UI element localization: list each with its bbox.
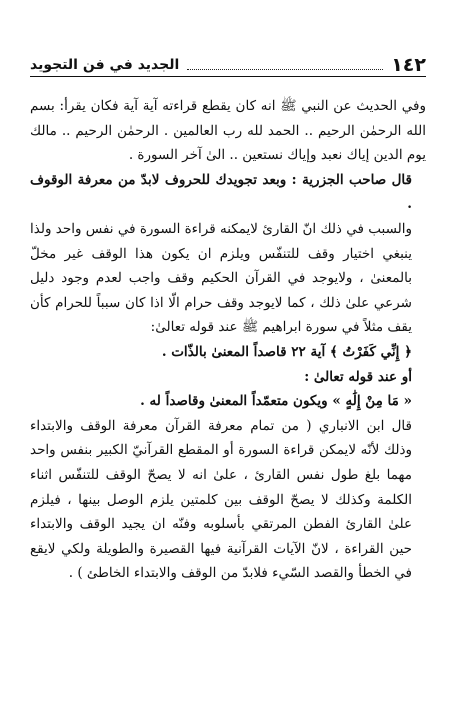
page-header — [30, 50, 426, 77]
quran-verse-2: « مَا مِنْ إِلَٰهٍ » ويكون متعمّداً المعنىٰ وقاصداً له . — [140, 393, 412, 410]
body-text — [30, 94, 426, 586]
hadith-paragraph: وفي الحديث عن النبي ﷺ انه كان يقطع قراءته آية آية فكان يقرأ: بسم الله الرحمٰن الرحيم .. الحمد لله رب العالمين . الرحمٰن الرحيم .. مالك يوم الدين إياك نعبد وإياك نستعين .. الىٰ آخر السورة . — [30, 98, 426, 164]
page-number: ١٤٢ — [391, 54, 426, 76]
quran-verse-1: ﴿ إِنِّي كَفَرْتُ ﴾ آية ٢٢ قاصداً المعنىٰ بالذّات . — [161, 343, 412, 360]
reason-paragraph: والسبب في ذلك انّ القارئ لايمكنه قراءة السورة في نفس واحد ولذا ينبغي اختيار وقف للتنفّس ويلزم ان يكون هذا الوقف غير مخلّ بالمعنىٰ ، ولايوجد في القرآن الحكيم وقف واجب لعدم وجود دليل شرعي علىٰ ذلك ، كما لايوجد وقف حرام الّا اذا كان سبباً للحرام كأن يقف مثلاً في سورة ابراهيم ﷺ عند قوله تعالىٰ: — [30, 220, 412, 336]
verse-intro: أو عند قوله تعالىٰ : — [304, 368, 412, 385]
ibn-al-anbari-paragraph: قال ابن الانباري ( من تمام معرفة القرآن معرفة الوقف والابتداء وذلك لأنّه لايمكن قراءة السورة أو المقطع القرآنيّ الكبير بنفس واحد مهما بلغ طول نفس القارئ ، علىٰ انه لا يصحّ الوقف للتنفّس اثناء الكلمة وكذلك لا يصحّ الوقف بين كلمتين يلزم الوصل بينها ، فيلزم علىٰ القارئ الفطن المرتقي بأسلوبه وفنّه ان يجيد الوقف والابتداء حين القراءة ، لانّ الآيات القرآنية فيها القصيرة والطويلة ولكي لايقع في الخطأ والقصد السّيء فلابدّ من الوقف والابتداء الخاطئ ) . — [30, 417, 412, 582]
header-dotted-leader — [187, 69, 383, 70]
jazariyya-quote: قال صاحب الجزرية : وبعد تجويدك للحروف لابدّ من معرفة الوقوف . — [30, 171, 412, 213]
running-title: الجديد في فن التجويد — [30, 57, 180, 73]
